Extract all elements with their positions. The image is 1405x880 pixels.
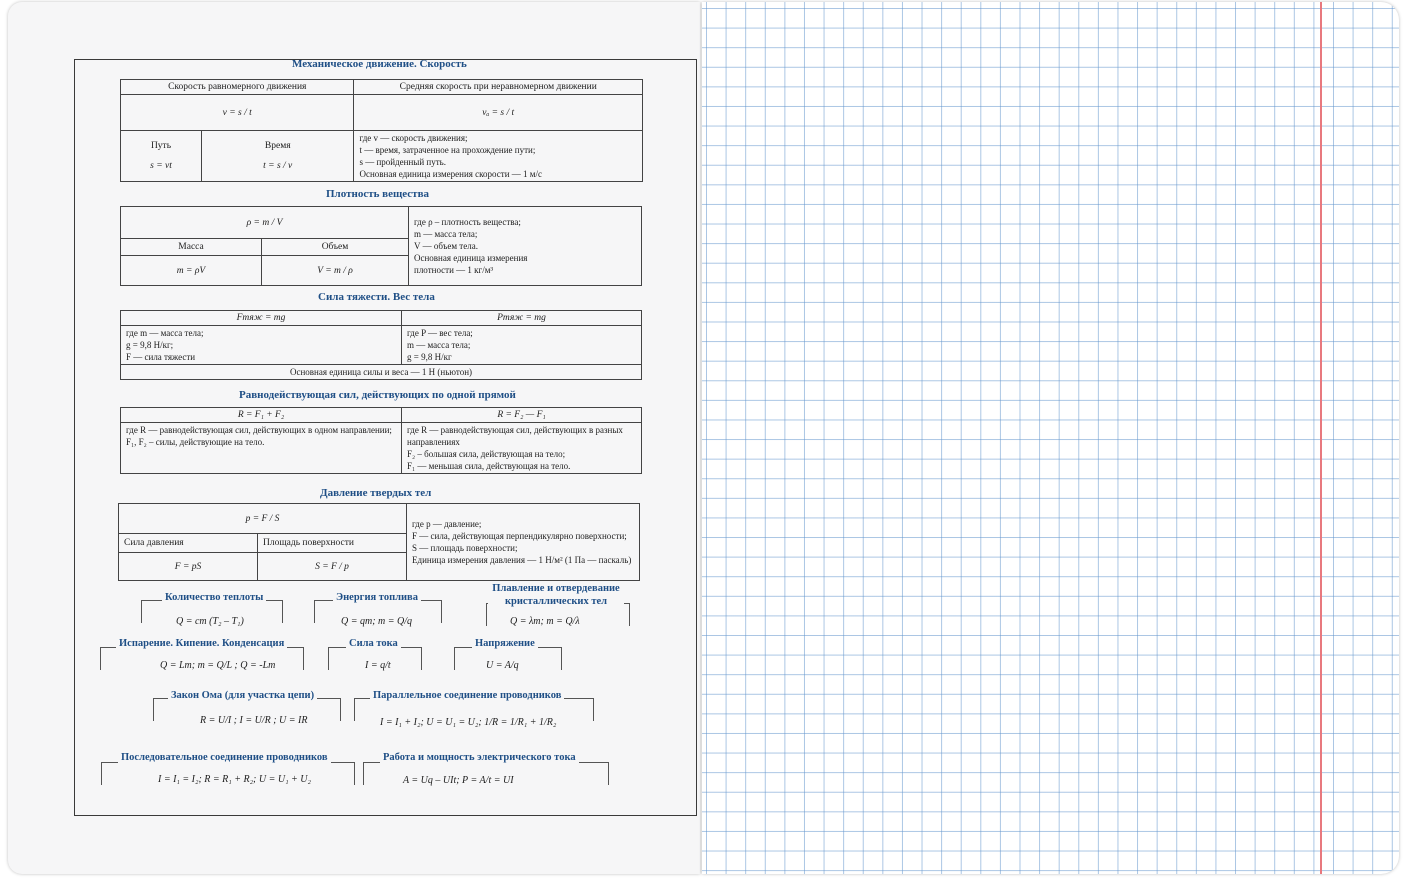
path-cell bbox=[121, 131, 202, 182]
weight-notes bbox=[402, 326, 642, 365]
box-title-work-power: Работа и мощность электрического тока bbox=[380, 752, 579, 763]
force-unit-note: Основная единица силы и веса — 1 Н (ньютон) bbox=[121, 365, 642, 380]
left-page-reference-sheet bbox=[8, 2, 700, 874]
note-line: F₁, F₂ – силы, действующие на тело. bbox=[126, 437, 265, 447]
box-title-voltage: Напряжение bbox=[472, 638, 538, 649]
note-line: S — площадь поверхности; bbox=[412, 543, 518, 553]
box-title-fuel-energy: Энергия топлива bbox=[333, 592, 421, 603]
box-title-series: Последовательное соединение проводников bbox=[118, 752, 331, 763]
box-title-melting: Плавление и отвердевание кристаллических тел bbox=[488, 582, 624, 608]
formula-weight: Pтяж = mg bbox=[402, 311, 642, 326]
box-title-parallel: Параллельное соединение проводников bbox=[370, 690, 564, 701]
path-formula: s = vt bbox=[150, 161, 172, 171]
area-formula: S = F / p bbox=[258, 553, 407, 581]
section-title-gravity: Сила тяжести. Вес тела bbox=[318, 291, 435, 303]
path-label: Путь bbox=[150, 141, 172, 151]
mass-label: Масса bbox=[121, 239, 262, 256]
note-line: m — масса тела; bbox=[407, 340, 471, 350]
note-line: F₂ – большая сила, действующая на тело; bbox=[407, 449, 566, 459]
formula-gravity: Fтяж = mg bbox=[121, 311, 402, 326]
header-uniform-speed: Скорость равномерного движения bbox=[121, 80, 354, 95]
force-formula: F = pS bbox=[119, 553, 258, 581]
density-notes bbox=[409, 207, 642, 286]
note-line: F — сила, действующая перпендикулярно поверхности; bbox=[412, 531, 627, 541]
density-table bbox=[120, 206, 642, 286]
box-formula-ohm-law: R = U/I ; I = U/R ; U = IR bbox=[200, 715, 308, 726]
gravity-table bbox=[120, 310, 642, 380]
note-line: где v — скорость движения; bbox=[359, 133, 468, 143]
resultant-notes-opposite bbox=[402, 423, 642, 474]
note-line: g = 9,8 Н/кг; bbox=[126, 340, 174, 350]
note-line: m — масса тела; bbox=[414, 229, 478, 239]
box-formula-melting: Q = λm; m = Q/λ bbox=[510, 616, 580, 627]
pressure-notes bbox=[407, 504, 640, 581]
header-average-speed: Средняя скорость при неравномерном движении bbox=[354, 80, 643, 95]
section-title-density: Плотность вещества bbox=[326, 188, 430, 200]
gravity-notes bbox=[121, 326, 402, 365]
section-title-speed: Механическое движение. Скорость bbox=[292, 58, 467, 70]
note-line: F₁ — меньшая сила, действующая на тело. bbox=[407, 461, 571, 471]
note-line: t — время, затраченное на прохождение пути; bbox=[359, 145, 536, 155]
formula-pressure: p = F / S bbox=[119, 504, 407, 534]
note-line: где R — равнодействующая сил, действующих в разных направлениях bbox=[407, 425, 623, 447]
box-title-evaporation: Испарение. Кипение. Конденсация bbox=[116, 638, 287, 649]
box-formula-voltage: U = A/q bbox=[486, 660, 519, 671]
note-line: Основная единица измерения bbox=[414, 253, 528, 263]
time-cell bbox=[202, 131, 354, 182]
box-formula-current: I = q/t bbox=[365, 660, 391, 671]
note-line: V — объем тела. bbox=[414, 241, 478, 251]
box-formula-heat-quantity: Q = cm (T₂ – T₁) bbox=[176, 616, 244, 627]
formula-density: ρ = m / V bbox=[121, 207, 409, 239]
time-label: Время bbox=[264, 141, 291, 151]
mass-formula: m = ρV bbox=[121, 256, 262, 286]
volume-formula: V = m / ρ bbox=[262, 256, 409, 286]
section-title-pressure: Давление твердых тел bbox=[320, 487, 432, 499]
box-title-ohm-law: Закон Ома (для участка цепи) bbox=[168, 690, 317, 701]
section-title-resultant: Равнодействующая сил, действующих по одной прямой bbox=[239, 389, 516, 401]
note-line: плотности — 1 кг/м³ bbox=[414, 265, 494, 275]
volume-label: Объем bbox=[262, 239, 409, 256]
speed-table bbox=[120, 79, 643, 182]
formula-average-speed: vₐ = s / t bbox=[354, 95, 643, 131]
box-formula-evaporation: Q = Lm; m = Q/L ; Q = -Lm bbox=[160, 660, 276, 671]
formula-resultant-diff: R = F₂ — F₁ bbox=[402, 408, 642, 423]
area-label: Площадь поверхности bbox=[258, 534, 407, 553]
note-line: где p — давление; bbox=[412, 519, 482, 529]
resultant-notes-same bbox=[121, 423, 402, 474]
force-label: Сила давления bbox=[119, 534, 258, 553]
note-line: s — пройденный путь. bbox=[359, 157, 447, 167]
note-line: где R — равнодействующая сил, действующих в одном направлении; bbox=[126, 425, 392, 435]
box-formula-fuel-energy: Q = qm; m = Q/q bbox=[341, 616, 412, 627]
formula-resultant-sum: R = F₁ + F₂ bbox=[121, 408, 402, 423]
note-line: Единица измерения давления — 1 Н/м² (1 Па — паскаль) bbox=[412, 555, 632, 565]
note-line: Основная единица измерения скорости — 1 м/с bbox=[359, 169, 542, 179]
box-formula-work-power: A = Uq – UIt; P = A/t = UI bbox=[403, 775, 514, 786]
note-line: где P — вес тела; bbox=[407, 328, 473, 338]
box-formula-series: I = I₁ = I₂; R = R₁ + R₂; U = U₁ + U₂ bbox=[158, 774, 311, 785]
margin-line bbox=[1320, 2, 1322, 874]
pressure-table bbox=[118, 503, 640, 581]
formula-speed: v = s / t bbox=[121, 95, 354, 131]
note-line: где m — масса тела; bbox=[126, 328, 204, 338]
note-line: F — сила тяжести bbox=[126, 352, 196, 362]
box-formula-parallel: I = I₁ + I₂; U = U₁ = U₂; 1/R = 1/R₁ + 1/R₂ bbox=[380, 717, 557, 728]
box-title-current: Сила тока bbox=[346, 638, 401, 649]
resultant-table bbox=[120, 407, 642, 474]
right-page-grid bbox=[702, 2, 1399, 874]
time-formula: t = s / v bbox=[263, 161, 293, 171]
speed-notes bbox=[354, 131, 643, 182]
note-line: где ρ – плотность вещества; bbox=[414, 217, 521, 227]
note-line: g = 9,8 Н/кг bbox=[407, 352, 452, 362]
box-title-heat-quantity: Количество теплоты bbox=[162, 592, 266, 603]
